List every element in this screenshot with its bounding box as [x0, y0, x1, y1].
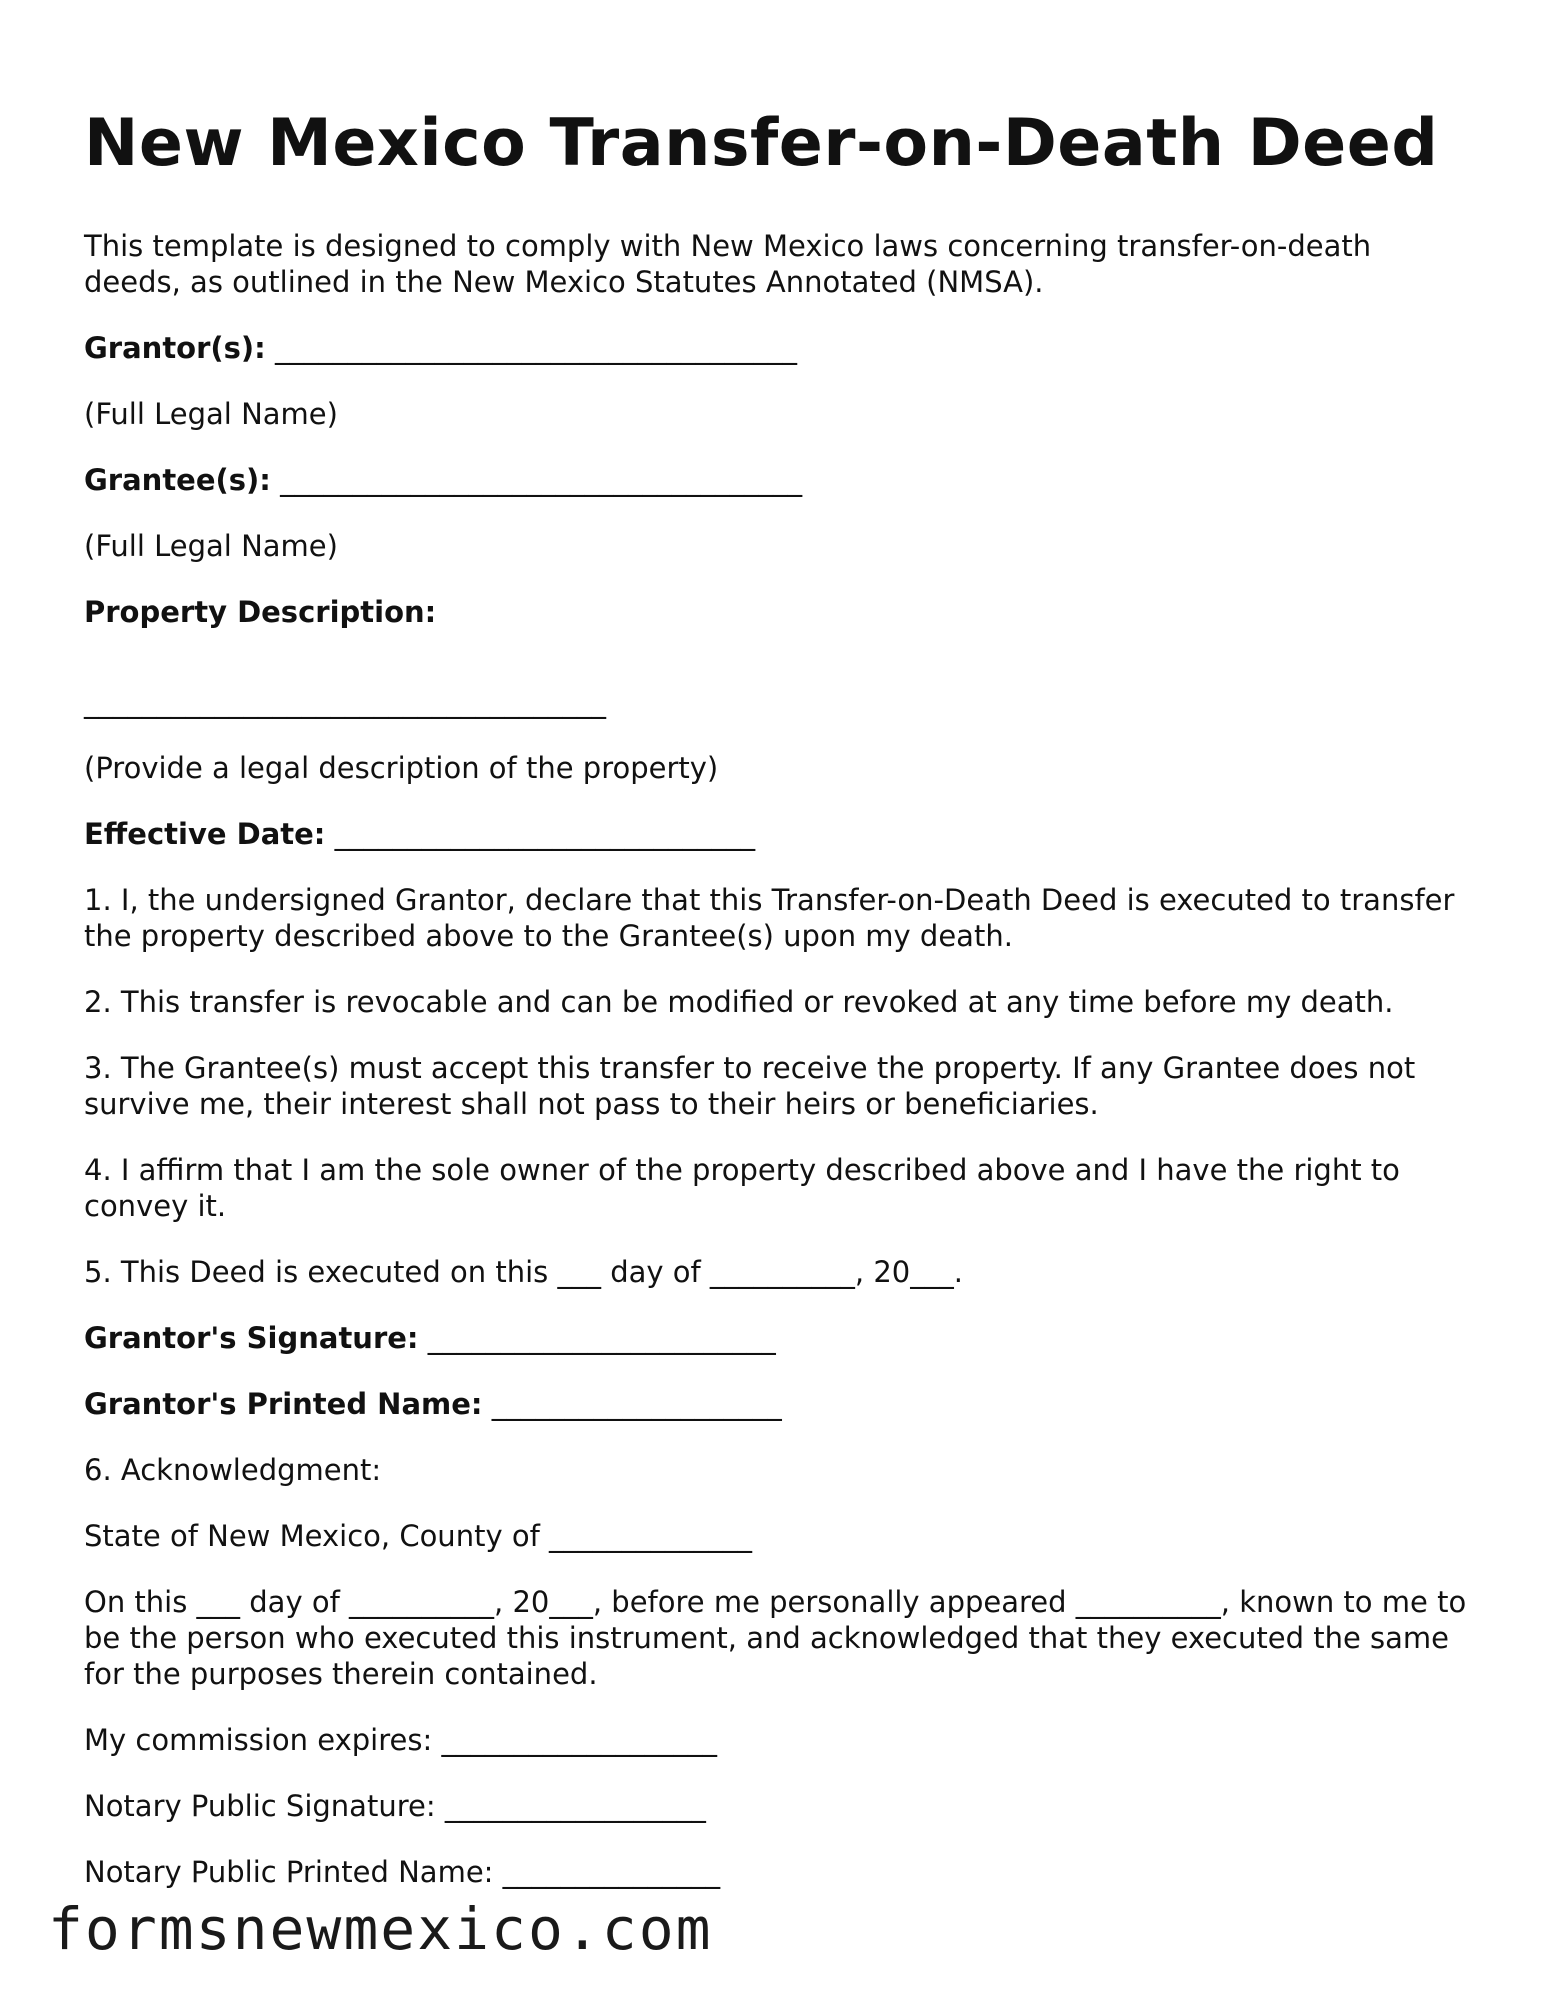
grantee-hint: (Full Legal Name) — [84, 528, 338, 563]
property-hint: (Provide a legal description of the property) — [84, 750, 719, 785]
acknowledgment-statement: On this ___ day of __________, 20___, before me personally appeared __________, known to me to be the person who executed this instrument, and acknowledged that they executed the same for the purposes therein contained. — [84, 1584, 1467, 1691]
clause-4: 4. I affirm that I am the sole owner of the property described above and I have the right to convey it. — [84, 1152, 1400, 1223]
effective-date-blank: _____________________________ — [334, 816, 756, 851]
grantor-label: Grantor(s): — [84, 330, 266, 365]
grantor-field — [84, 330, 1474, 366]
clause-1: 1. I, the undersigned Grantor, declare that this Transfer-on-Death Deed is executed to transfer the property described above to the Grantee(s) upon my death. — [84, 882, 1455, 953]
intro-paragraph: This template is designed to comply with New Mexico laws concerning transfer-on-death deeds, as outlined in the New Mexico Statutes Annotated (NMSA). — [84, 228, 1372, 299]
document-title: New Mexico Transfer-on-Death Deed — [84, 106, 1439, 181]
grantor-printed-name-label: Grantor's Printed Name: — [84, 1386, 483, 1421]
clause-3: 3. The Grantee(s) must accept this transfer to receive the property. If any Grantee does not survive me, their interest shall not pass to their heirs or beneficiaries. — [84, 1050, 1416, 1121]
property-blank: ____________________________________ — [84, 684, 606, 719]
grantor-signature-field — [84, 1320, 1474, 1356]
grantor-hint: (Full Legal Name) — [84, 396, 338, 431]
grantor-printed-name-blank: ____________________ — [491, 1386, 782, 1421]
property-label: Property Description: — [84, 594, 437, 629]
grantee-label: Grantee(s): — [84, 462, 271, 497]
grantee-blank: ____________________________________ — [280, 462, 803, 497]
notary-signature: Notary Public Signature: __________________ — [84, 1788, 706, 1823]
grantor-printed-name-field — [84, 1386, 1474, 1422]
clause-5: 5. This Deed is executed on this ___ day of __________, 20___. — [84, 1254, 963, 1289]
notary-commission: My commission expires: ___________________ — [84, 1722, 717, 1757]
clause-2: 2. This transfer is revocable and can be modified or revoked at any time before my death. — [84, 984, 1394, 1019]
effective-date-label: Effective Date: — [84, 816, 326, 851]
grantor-blank: ____________________________________ — [275, 330, 797, 365]
effective-date-field — [84, 816, 1474, 852]
site-watermark: formsnewmexico.com — [48, 1895, 713, 1963]
notary-printed-name: Notary Public Printed Name: _______________ — [84, 1854, 721, 1889]
grantee-field — [84, 462, 1474, 498]
grantor-signature-blank: ________________________ — [427, 1320, 776, 1355]
acknowledgment-heading: 6. Acknowledgment: — [84, 1452, 382, 1487]
acknowledgment-state-county: State of New Mexico, County of ______________ — [84, 1518, 752, 1553]
grantor-signature-label: Grantor's Signature: — [84, 1320, 419, 1355]
document-page — [84, 108, 1474, 1920]
